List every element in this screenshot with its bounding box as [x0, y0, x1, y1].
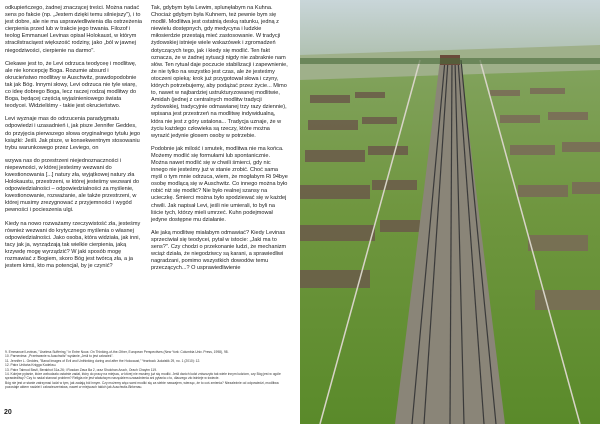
paragraph: Tak, gdybym była Lewim, splunęłabym na Kuhna. Chociaż gdybym była Kuhnem, też pewnie bym się modlił. Modlitwa jest ostatnią deską ratunku, jedną z niewielu dostępnych, gdy medycyna i ludzkie miłosierdzie przestają mieć zastosowanie. W tradycji żydowskiej istnieje wiele wskazówek i zgromadzeń dotyczących tego, jak i kiedy się modlić. Ten fakt oznacza, że w żadnej sytuacji nigdy nie zabraknie nam słów. Ten rytuał daje poczucie stabilizacji i zapewnienie, że nie tylko na wszystko jest czas, ale że jesteśmy otoczeni opieką: krok już przygotował słowa i czyny, których potrzebujemy, aby podążać przez życie... Mimo to, nawet w najbardziej ustrukturyzowanej modlitwie, Amidah (jednej z centralnych modlitw tradycji żydowskiej, tradycyjnie odmawianej trzy razy dziennie), wpisana jest przestrzeń na modlitwę indywidualną, która nie jest z góry ustalona... Tradycja uznaje, że w życiu każdego człowieka są rzeczy, które można wyrazić jedynie głosem osoby w potrzebie.	[151, 5, 288, 139]
paragraph: Levi wyznaje mas do odrzucenia paradygmatu odpowiedzi i uzasadnień i, jak pisze Jennifer Geddes, do przyjęcia pierwszego słowa oryginalnego tytułu jego książki: Jeśli. Jak pisze, w konsekwentnym stosowaniu trybu warunkowego przez Leviego, on	[5, 116, 141, 151]
footnote: 11. Jennifer L. Geddes, "Banal Images of Evil and Unthinking during and after the Holocaust," Yearbook Judaistik 29, no. 1 (2010): 12.	[5, 358, 201, 363]
footnotes	[5, 350, 293, 390]
paragraph: Podobnie jak milość i smutek, modlitwa nie ma końca. Możemy modlić się formułami lub spontanicznie. Można nawet modlić się w chwili śmierci, gdy nic innego nie jesteśmy już w stanie zrobić. Choć sama myśl o tym mnie odrzuca, wiem, że mogłabym Ri 94bye osobę modlącą się w Auschwitz. Co innego można było robić niż się modlić? Nie było realnej szansy na ucieczkę. Śmierci można było spodziewać się w każdej chwili. Jak napisał Levi, jeśli nie umierali, to byli na liście tych, którzy mieli umrzeć. Kuhn podejmował jedyne dostępne mu działanie.	[151, 145, 288, 223]
paragraph: Kiedy na nowo rozważamy rzeczywistość zła, jesteśmy również wezwani do krytycznego myślenia o własnej odpowiedzialności. Jako osoba, która widziała, jak inni, tacy jak ja, wyrządzają tak wielkie cierpienia, jaką krzywdę mogę wyrządzić? W jaki sposób mogę rozmawiać z Bogiem, skoro Bóg jest twórcą zła, a ja jestem kimś, kto ma potencjał, by je czynić?	[5, 220, 141, 270]
footnote: 10. Parnexima: „Przetrwanie w Auschwitz" wydanie „Jeśli to jest człowiek".	[5, 354, 114, 359]
page-number: 20	[4, 409, 12, 416]
footnote: 13. Patrz Talmud Bavli, Berakhot 31a-26; i Rosdan Zava Ba 2, oraz Shulchan Aruch, Orach Chayim 119.	[5, 367, 157, 372]
paragraph: wzywa nas do przestrzeni niejednoznaczności i niepewności, w której jesteśmy wezwani do kwestionowania [...] natury zła, wyjątkowej natury zła Holokaustu, przestrzeni, w której jesteśmy wezwani do odpowiedzialności – odpowiedzialności za myślenie, kwestionowanie, rozważanie, ale także przestrzeni, w której musimy zrezygnować z przyjemności i wygód pewności i pocieszenia ulgi.	[5, 157, 140, 214]
footnote: Bóg nie jest w stanie zatrzymać ludzi w tym, jak zadają ból innym. Czy możemy więc sami modlić się za siebie nawzajem, wierząc, że to coś zmienia? Niezależnie od odpowiedzi, modlitwa pozostaje aktem nadziei i człowieczeństwa, nawet w miejscach takich jak Auschwitz-Birkenau.	[5, 380, 279, 390]
footnote: 12. Patrz Unitańa Knigga Kodeksu.	[5, 363, 57, 368]
footnote: 14. Kolejne pytanie, które wzbudzało ostatnie zadał, który do pracy na miejscu, w której nie musimy już się modlić. Jeśli dwóch ludzi zniszczyło tak wiele innym ludziom, czy Bóg jest w ogóle sprawiedliwy? Czy to nadal stanowi problem? Religia nie jest właściwym narzędziem uzasadnienia ani pytania o to, dlaczego zło istnieje w świecie.	[5, 372, 281, 381]
paragraph: odkupieńczego, żadnej znaczącej treści. Można nadać sens po fakcie (np. „Jestem dzięki temu silniejszy"), i to jest dobre, ale nie ma usprawiedliwienia dla ostrzeżenia cierpienia przed lub w trakcie jego trwania. Filozof i teolog Emmanuel Levinas opisał Holokaust, w którym straciłstraciąest większość rodziny, jako „ból w jawnej niegodziwości, cierpienie na darmo".	[5, 5, 142, 54]
text-page	[0, 0, 298, 424]
camp-aerial-image	[300, 0, 600, 424]
footnote: 9. Emmanuel Levinas, "Useless Suffering," in Entre Nous: On Thinking-of-the-Other, European Perspectives (New York: Columbia Univ. Press, 1998), 98.	[5, 350, 229, 354]
treeline	[300, 58, 600, 64]
paragraph: Ciekawe jest to, że Levi odrzuca teodyceę i modlitwę, ale nie koncepcję Boga. Rozumie absurd i okrucieństwo modlitwy w Auschwitz, prawdopodobnie tak jak Bóg. Innymi słowy, Levi odrzuca nie tyle wiarę, co ideę dobrego Boga, lecz raczej rodzaj modlitwy do Boga, będącej częścią wyjaśnieniowego świata teodycei. Widzieliśmy - takie jest okrucieństwo.	[5, 60, 137, 110]
left-column	[5, 5, 142, 276]
paragraph: Ale jaką modlitwę miałabym odmawiać? Kiedy Levinas sprzeciwiał się teodycei, pytał w istocie: „Jaki ma to sens?". Czy chodzi o przekonanie ludzi, że mechanizm wciąż działa, że niegodziwcy są karani, a sprawiedliwi nagradzani, pomimo wszystkich dowodów temu przeczących...? O usprawiedliwienie	[151, 229, 287, 272]
aerial-photo	[300, 0, 600, 424]
right-column	[151, 5, 288, 278]
